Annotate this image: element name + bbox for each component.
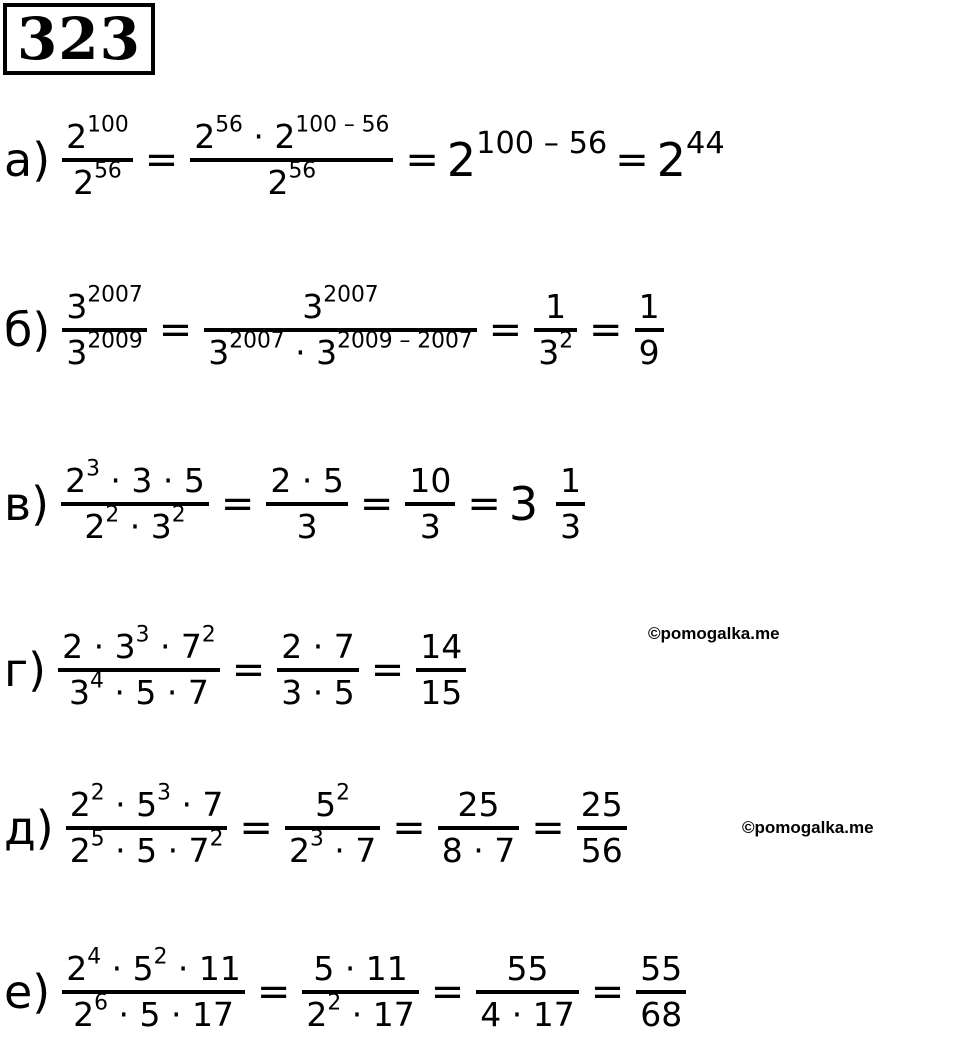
equals-sign: = bbox=[359, 480, 394, 527]
equals-sign: = bbox=[220, 480, 255, 527]
denominator: $3^4 \cdot 5 \cdot 7$ bbox=[69, 668, 209, 712]
numerator: $2^4 \cdot 5^2 \cdot 11$ bbox=[66, 944, 241, 988]
denominator: $2^5 \cdot 5 \cdot 7^2$ bbox=[69, 826, 224, 870]
fraction-bar bbox=[635, 328, 664, 332]
denominator: 3 · 5 bbox=[281, 672, 355, 712]
fraction bbox=[186, 112, 397, 202]
denominator: 8 · 7 bbox=[441, 830, 516, 870]
denominator: 9 bbox=[638, 332, 660, 372]
row-label: д) bbox=[4, 800, 54, 855]
equals-sign: = bbox=[615, 136, 649, 183]
numerator: $2^{56} \cdot 2^{100 - 56}$ bbox=[194, 112, 390, 156]
numerator: 5 · 11 bbox=[313, 949, 408, 988]
power-result: 2$^{100 - 56}$ bbox=[446, 126, 608, 187]
numerator: 2 · 7 bbox=[281, 627, 355, 666]
denominator: 3 bbox=[296, 506, 318, 546]
denominator: $3^2$ bbox=[538, 328, 574, 372]
fraction bbox=[58, 112, 137, 202]
equals-sign: = bbox=[370, 646, 405, 693]
fraction bbox=[273, 628, 362, 712]
fraction bbox=[552, 462, 589, 546]
equals-sign: = bbox=[239, 804, 273, 851]
fraction bbox=[434, 786, 523, 870]
numerator: $5^2$ bbox=[315, 780, 351, 824]
fraction bbox=[573, 786, 631, 870]
numerator: $2 \cdot 3^3 \cdot 7^2$ bbox=[62, 622, 216, 666]
row-c bbox=[4, 456, 589, 546]
denominator: $2^{56}$ bbox=[73, 158, 122, 202]
denominator: $2^2 \cdot 3^2$ bbox=[84, 502, 186, 546]
equals-sign: = bbox=[531, 804, 565, 851]
denominator: $2^6 \cdot 5 \cdot 17$ bbox=[73, 990, 234, 1034]
numerator: 1 bbox=[638, 287, 660, 326]
row-a bbox=[4, 112, 725, 202]
numerator: $3^{2007}$ bbox=[302, 282, 379, 326]
numerator: $2^2 \cdot 5^3 \cdot 7$ bbox=[69, 780, 224, 824]
fraction bbox=[401, 462, 459, 546]
numerator: 1 bbox=[545, 287, 567, 326]
equals-sign: = bbox=[589, 306, 623, 353]
fraction bbox=[412, 628, 470, 712]
fraction-bar bbox=[285, 826, 380, 830]
row-label: в) bbox=[4, 476, 50, 531]
mixed-number bbox=[509, 462, 589, 546]
numerator: 55 bbox=[506, 949, 549, 988]
row-label: е) bbox=[4, 964, 51, 1019]
fraction-bar bbox=[58, 668, 220, 672]
fraction-bar bbox=[405, 502, 455, 506]
row-label: а) bbox=[4, 132, 51, 187]
denominator: $3^{2009}$ bbox=[66, 328, 143, 372]
whole-part: 3 bbox=[508, 476, 539, 531]
fraction-bar bbox=[277, 668, 358, 672]
fraction-bar bbox=[556, 502, 585, 506]
fraction bbox=[631, 288, 668, 372]
row-b bbox=[4, 282, 668, 372]
row-f bbox=[4, 944, 690, 1034]
fraction bbox=[298, 950, 422, 1034]
denominator: $2^3 \cdot 7$ bbox=[288, 826, 377, 870]
denominator: 3 bbox=[419, 506, 441, 546]
watermark: ©pomogalka.me bbox=[742, 818, 874, 837]
denominator: 3 bbox=[560, 506, 582, 546]
numerator: 2 · 5 bbox=[270, 461, 344, 500]
fraction-bar bbox=[266, 502, 347, 506]
fraction bbox=[530, 288, 581, 372]
denominator: $2^{56}$ bbox=[267, 158, 317, 202]
fraction-bar bbox=[61, 502, 209, 506]
equals-sign: = bbox=[590, 968, 625, 1015]
fraction-bar bbox=[636, 990, 686, 994]
fraction bbox=[472, 950, 582, 1034]
numerator: 14 bbox=[420, 627, 463, 666]
denominator: $3^{2007} \cdot 3^{2009 - 2007}$ bbox=[208, 328, 473, 372]
fraction-bar bbox=[416, 668, 466, 672]
fraction-bar bbox=[476, 990, 578, 994]
fraction bbox=[262, 462, 351, 546]
fraction-bar bbox=[62, 990, 245, 994]
numerator: $2^3 \cdot 3 \cdot 5$ bbox=[65, 456, 205, 500]
equals-sign: = bbox=[467, 480, 501, 527]
row-e bbox=[4, 780, 631, 870]
fraction-bar bbox=[577, 826, 627, 830]
numerator: 25 bbox=[580, 785, 623, 824]
denominator: 56 bbox=[580, 830, 623, 870]
denominator: 15 bbox=[420, 672, 463, 712]
task-number: 323 bbox=[3, 3, 155, 75]
numerator: $3^{2007}$ bbox=[66, 282, 143, 326]
numerator: 55 bbox=[640, 949, 683, 988]
equals-sign: = bbox=[158, 306, 193, 353]
row-label: б) bbox=[4, 302, 51, 357]
row-label: г) bbox=[4, 642, 47, 697]
fraction bbox=[62, 780, 232, 870]
equals-sign: = bbox=[231, 646, 266, 693]
equals-sign: = bbox=[392, 804, 426, 851]
equals-sign: = bbox=[488, 306, 523, 353]
numerator: $2^{100}$ bbox=[66, 112, 129, 156]
denominator: 68 bbox=[640, 994, 683, 1034]
fraction bbox=[58, 282, 150, 372]
fraction bbox=[632, 950, 690, 1034]
numerator: 10 bbox=[409, 461, 452, 500]
numerator: 25 bbox=[457, 785, 500, 824]
equals-sign: = bbox=[405, 136, 439, 183]
fraction bbox=[200, 282, 480, 372]
fraction bbox=[281, 780, 384, 870]
denominator: 4 · 17 bbox=[480, 994, 575, 1034]
watermark: ©pomogalka.me bbox=[648, 624, 780, 643]
fraction bbox=[58, 944, 249, 1034]
equals-sign: = bbox=[144, 136, 179, 183]
row-d bbox=[4, 622, 470, 712]
fraction-bar bbox=[302, 990, 418, 994]
fraction bbox=[54, 622, 224, 712]
fraction bbox=[57, 456, 213, 546]
numerator: 1 bbox=[560, 461, 582, 500]
equals-sign: = bbox=[256, 968, 291, 1015]
power-result: $2^{44}$ bbox=[656, 126, 725, 187]
denominator: $2^2 \cdot 17$ bbox=[306, 990, 415, 1034]
fraction-bar bbox=[438, 826, 519, 830]
equals-sign: = bbox=[430, 968, 465, 1015]
